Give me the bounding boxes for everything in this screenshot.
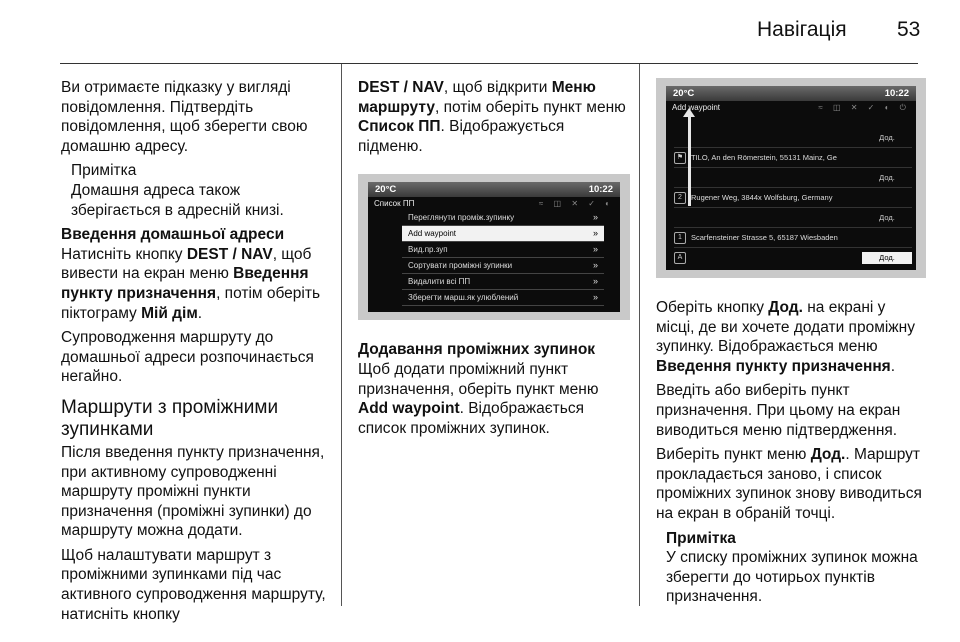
menu-label: Меню маршруту xyxy=(358,79,596,116)
waypoint-row[interactable] xyxy=(674,188,912,208)
add-button-selected[interactable]: Дод. xyxy=(862,252,912,264)
note-text: У списку проміжних зупинок можна зберегти до чотирьох пунктів призначення. xyxy=(666,549,918,606)
menu-item-label: Add waypoint xyxy=(408,229,457,239)
chevron-right-icon: » xyxy=(592,292,598,303)
text-run: на екрані у місці, де ви хочете додати проміжну зупинку. Відображається меню xyxy=(656,299,915,356)
paragraph: Після введення пункту призначення, при активному супроводженні маршруту проміжні пункти призначення (проміжні зупинки) до маршруту можна додати. xyxy=(61,443,325,540)
menu-item-save-route[interactable] xyxy=(402,290,604,306)
paragraph xyxy=(61,245,333,323)
text-run: Оберіть кнопку xyxy=(656,299,769,316)
paragraph xyxy=(656,445,926,523)
text-run: , потім оберіть пункт меню xyxy=(434,98,626,116)
paragraph: Супроводження маршруту до домашньої адреси розпочинається негайно. xyxy=(61,329,314,386)
key-label: DEST / NAV xyxy=(186,245,273,263)
paragraph: Ви отримаєте підказку у вигляді повідомлення. Підтвердіть повідомлення, щоб зберегти свою домашню адресу. xyxy=(61,79,308,155)
screenshot-add-waypoint xyxy=(656,78,926,278)
page-number: 53 xyxy=(897,18,921,41)
menu-label: Введення пункту призначення xyxy=(656,357,891,375)
column-3 xyxy=(656,78,926,612)
chevron-right-icon: » xyxy=(592,228,598,239)
text-run: Натисніть кнопку xyxy=(61,245,187,263)
arrow-up-icon xyxy=(683,108,695,117)
status-icons: ≈ ◫ ✕ ✓ ◐ xyxy=(538,199,614,209)
menu-label: Введення пункту призначення xyxy=(61,265,309,302)
column-divider-1 xyxy=(341,64,342,606)
route-arrow-line xyxy=(688,114,691,206)
flag-icon: ⚑ xyxy=(674,152,686,164)
note-heading: Примітка xyxy=(666,529,736,547)
infotainment-screen xyxy=(666,86,916,270)
note-box xyxy=(61,161,333,220)
paragraph: Введіть або виберіть пункт призначення. При цьому на екран виводиться меню підтвердження. xyxy=(656,382,901,439)
waypoint-address: Rugener Weg, 3844x Wolfsburg, Germany xyxy=(691,192,833,202)
menu-item-label: Переглянути проміж.зупинку xyxy=(408,213,515,223)
temperature: 20°C xyxy=(673,87,695,99)
temperature: 20°C xyxy=(375,184,397,196)
waypoint-address: Scarfensteiner Strasse 5, 65187 Wiesbaden xyxy=(691,232,838,242)
button-label: Дод. xyxy=(768,299,803,316)
section-title: Маршрути з проміжними зупинками xyxy=(61,396,279,440)
waypoint-number: 2 xyxy=(674,192,686,204)
text-run: , щоб відкрити xyxy=(443,79,552,96)
paragraph xyxy=(656,298,926,376)
add-slot-row xyxy=(674,128,912,148)
clock: 10:22 xyxy=(588,184,613,196)
start-marker-icon: A xyxy=(674,252,686,264)
paragraph xyxy=(358,78,630,156)
note-text: Домашня адреса також зберігається в адресній книзі. xyxy=(71,181,284,219)
text-run: . Маршрут прокладається заново, і список проміжних зупинок знову виводиться на екран в обраній точці. xyxy=(656,446,922,522)
subheading-add-waypoints: Додавання проміжних зупинок xyxy=(358,341,596,359)
chevron-right-icon: » xyxy=(592,244,598,255)
chevron-right-icon: » xyxy=(592,260,598,271)
icon-label: Мій дім xyxy=(141,304,198,322)
waypoint-list xyxy=(674,128,912,267)
chevron-right-icon: » xyxy=(592,212,598,223)
paragraph xyxy=(358,360,630,438)
add-slot-row xyxy=(674,248,912,267)
infotainment-screen xyxy=(368,182,620,312)
subheading-home-address: Введення домашньої адреси xyxy=(61,226,285,244)
menu-item-label: Вид.пр.зуп xyxy=(408,245,448,255)
note-heading: Примітка xyxy=(71,162,137,180)
paragraph: Щоб налаштувати маршрут з проміжними зупинками під час активного супроводження маршруту, натисніть кнопку xyxy=(61,546,326,623)
waypoint-address: TILO, An den Römerstein, 55131 Mainz, Ge xyxy=(691,152,837,162)
waypoint-row[interactable] xyxy=(674,148,912,168)
text-run: . xyxy=(890,357,896,375)
menu-item-label: Зберегти марш.як улюблений xyxy=(408,293,519,303)
page-header-title: Навігація xyxy=(757,18,847,41)
text-run: , потім оберіть піктограму xyxy=(61,284,321,322)
text-run: Виберіть пункт меню xyxy=(656,446,811,464)
add-button[interactable]: Дод. xyxy=(879,132,895,142)
menu-label: Дод. xyxy=(810,446,846,464)
screen-title: Add waypoint xyxy=(672,102,721,112)
add-slot-row xyxy=(674,208,912,228)
add-button[interactable]: Дод. xyxy=(879,212,895,222)
text-run: , щоб вивести на екран меню xyxy=(61,245,312,283)
screenshot-waypoint-list-menu xyxy=(358,174,630,320)
column-1 xyxy=(61,78,333,629)
status-icons: ≈ ◫ ✕ ✓ ◐ ⏻ xyxy=(818,102,910,112)
screen-title: Список ПП xyxy=(374,199,415,209)
text-run: . Відображається список проміжних зупинок. xyxy=(358,400,585,437)
waypoint-number: 1 xyxy=(674,232,686,244)
waypoint-row[interactable] xyxy=(674,228,912,248)
menu-label: Список ПП xyxy=(358,118,441,136)
menu-item-label: Сортувати проміжні зупинки xyxy=(408,261,513,271)
menu-item-label: Видалити всі ПП xyxy=(408,277,471,287)
text-run: . xyxy=(197,304,203,322)
add-slot-row xyxy=(674,168,912,188)
key-label: DEST / NAV xyxy=(358,79,444,96)
column-divider-2 xyxy=(639,64,640,606)
note-box xyxy=(656,529,926,607)
add-button[interactable]: Дод. xyxy=(879,172,895,182)
menu-label: Add waypoint xyxy=(358,400,460,418)
text-run: . Відображується підменю. xyxy=(358,118,565,155)
screen-title-bar xyxy=(666,101,916,114)
column-2 xyxy=(358,78,630,443)
chevron-right-icon: » xyxy=(592,276,598,287)
waypoint-menu-list xyxy=(402,210,604,312)
clock: 10:22 xyxy=(884,87,909,99)
header-divider xyxy=(60,63,918,64)
text-run: Щоб додати проміжний пункт призначення, оберіть пункт меню xyxy=(358,360,599,398)
